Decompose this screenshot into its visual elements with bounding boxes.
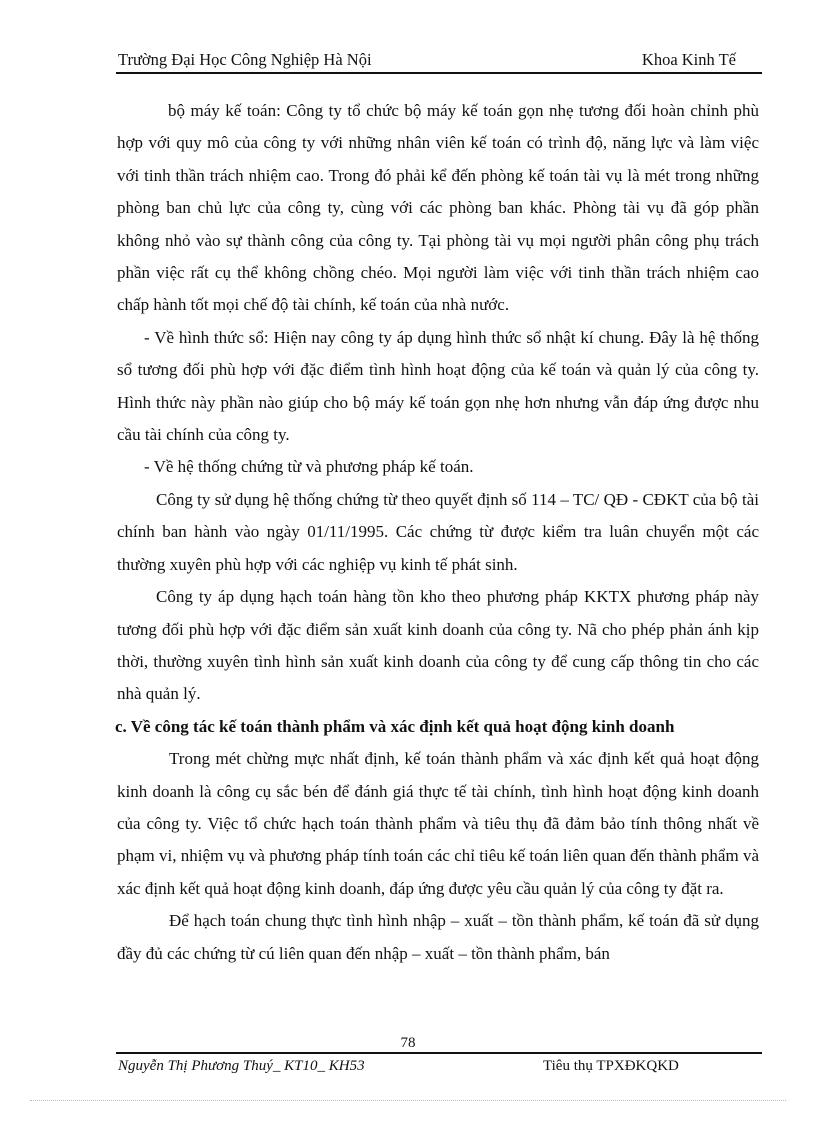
header-faculty-name: Khoa Kinh Tế <box>641 50 736 69</box>
paragraph-documentation: Để hạch toán chung thực tình hình nhập – xuất – tồn thành phẩm, kế toán đã sử dụng đầy đủ các chứng từ cú liên quan đến nhập – xuất – tồn thành phẩm, bán <box>117 911 759 963</box>
page-header <box>118 50 762 72</box>
section-heading-c: c. Về công tác kế toán thành phẩm và xác định kết quả hoạt động kinh doanh <box>115 716 675 736</box>
paragraph-finished-goods: Trong mét chừng mực nhất định, kế toán thành phẩm và xác định kết quả hoạt động kinh doanh là công cụ sắc bén để đánh giá thực tế tài chính, tình hình hoạt động kinh doanh của công ty. Việc tổ chức hạch toán thành phẩm và tiêu thụ đã đảm bảo tính thông nhất về phạm vi, nhiệm vụ và phương pháp tính toán các chỉ tiêu kế toán liên quan đến thành phẩm và xác định kết quả hoạt động kinh doanh, đáp ứng được yêu cầu quản lý của công ty đặt ra. <box>117 749 759 898</box>
footer-topic: Tiêu thụ TPXĐKQKD <box>543 1058 679 1074</box>
footer-author: Nguyễn Thị Phương Thuý_ KT10_ KH53 <box>118 1058 365 1074</box>
footer-rule <box>116 1052 762 1054</box>
header-school-name: Trường Đại Học Công Nghiệp Hà Nội <box>118 50 372 69</box>
paragraph-bookkeeping-form: - Về hình thức sổ: Hiện nay công ty áp dụng hình thức sổ nhật kí chung. Đây là hệ thống sổ tương đối phù hợp với đặc điểm tình hình hoạt động của kế toán và quản lý của công ty. Hình thức này phần nào giúp cho bộ máy kế toán gọn nhẹ hơn nhưng vẫn đáp ứng được nhu cầu tài chính của công ty. <box>117 327 759 445</box>
paragraph-inventory-method: Công ty áp dụng hạch toán hàng tồn kho theo phương pháp KKTX phương pháp này tương đối phù hợp với đặc điểm sản xuất kinh doanh của công ty. Nã cho phép phản ánh kịp thời, thường xuyên tình hình sản xuất kinh doanh của công ty để cung cấp thông tin cho các nhà quản lý. <box>117 587 759 704</box>
page-number: 78 <box>400 1035 416 1051</box>
paragraph-voucher-system-title: - Về hệ thống chứng từ và phương pháp kế toán. <box>144 457 474 477</box>
paragraph-voucher-system: Công ty sử dụng hệ thống chứng từ theo quyết định số 114 – TC/ QĐ - CĐKT của bộ tài chính ban hành vào ngày 01/11/1995. Các chứng từ được kiểm tra luân chuyển một các thường xuyên phù hợp với các nghiệp vụ kinh tế phát sinh. <box>117 489 759 574</box>
paragraph-accounting-apparatus: bộ máy kế toán: Công ty tổ chức bộ máy kế toán gọn nhẹ tương đối hoàn chỉnh phù hợp với quy mô của công ty với những nhân viên kế toán có trình độ, năng lực và làm việc với tinh thần trách nhiệm cao. Trong đó phải kể đến phòng kế toán tài vụ là mét trong những phòng ban chủ lực của công ty, cùng với các phòng ban khác. Phòng tài vụ đã góp phần không nhỏ vào sự thành công của công ty. Tại phòng tài vụ mọi người phân công phụ trách phần việc rất cụ thể không chồng chéo. Mọi người làm việc với tinh thần trách nhiệm cao chấp hành tốt mọi chế độ tài chính, kế toán của nhà nước. <box>117 101 759 315</box>
document-body <box>117 95 759 970</box>
page-footer <box>118 1058 762 1078</box>
page-bottom-dotted-line <box>30 1100 786 1101</box>
header-rule <box>116 72 762 74</box>
